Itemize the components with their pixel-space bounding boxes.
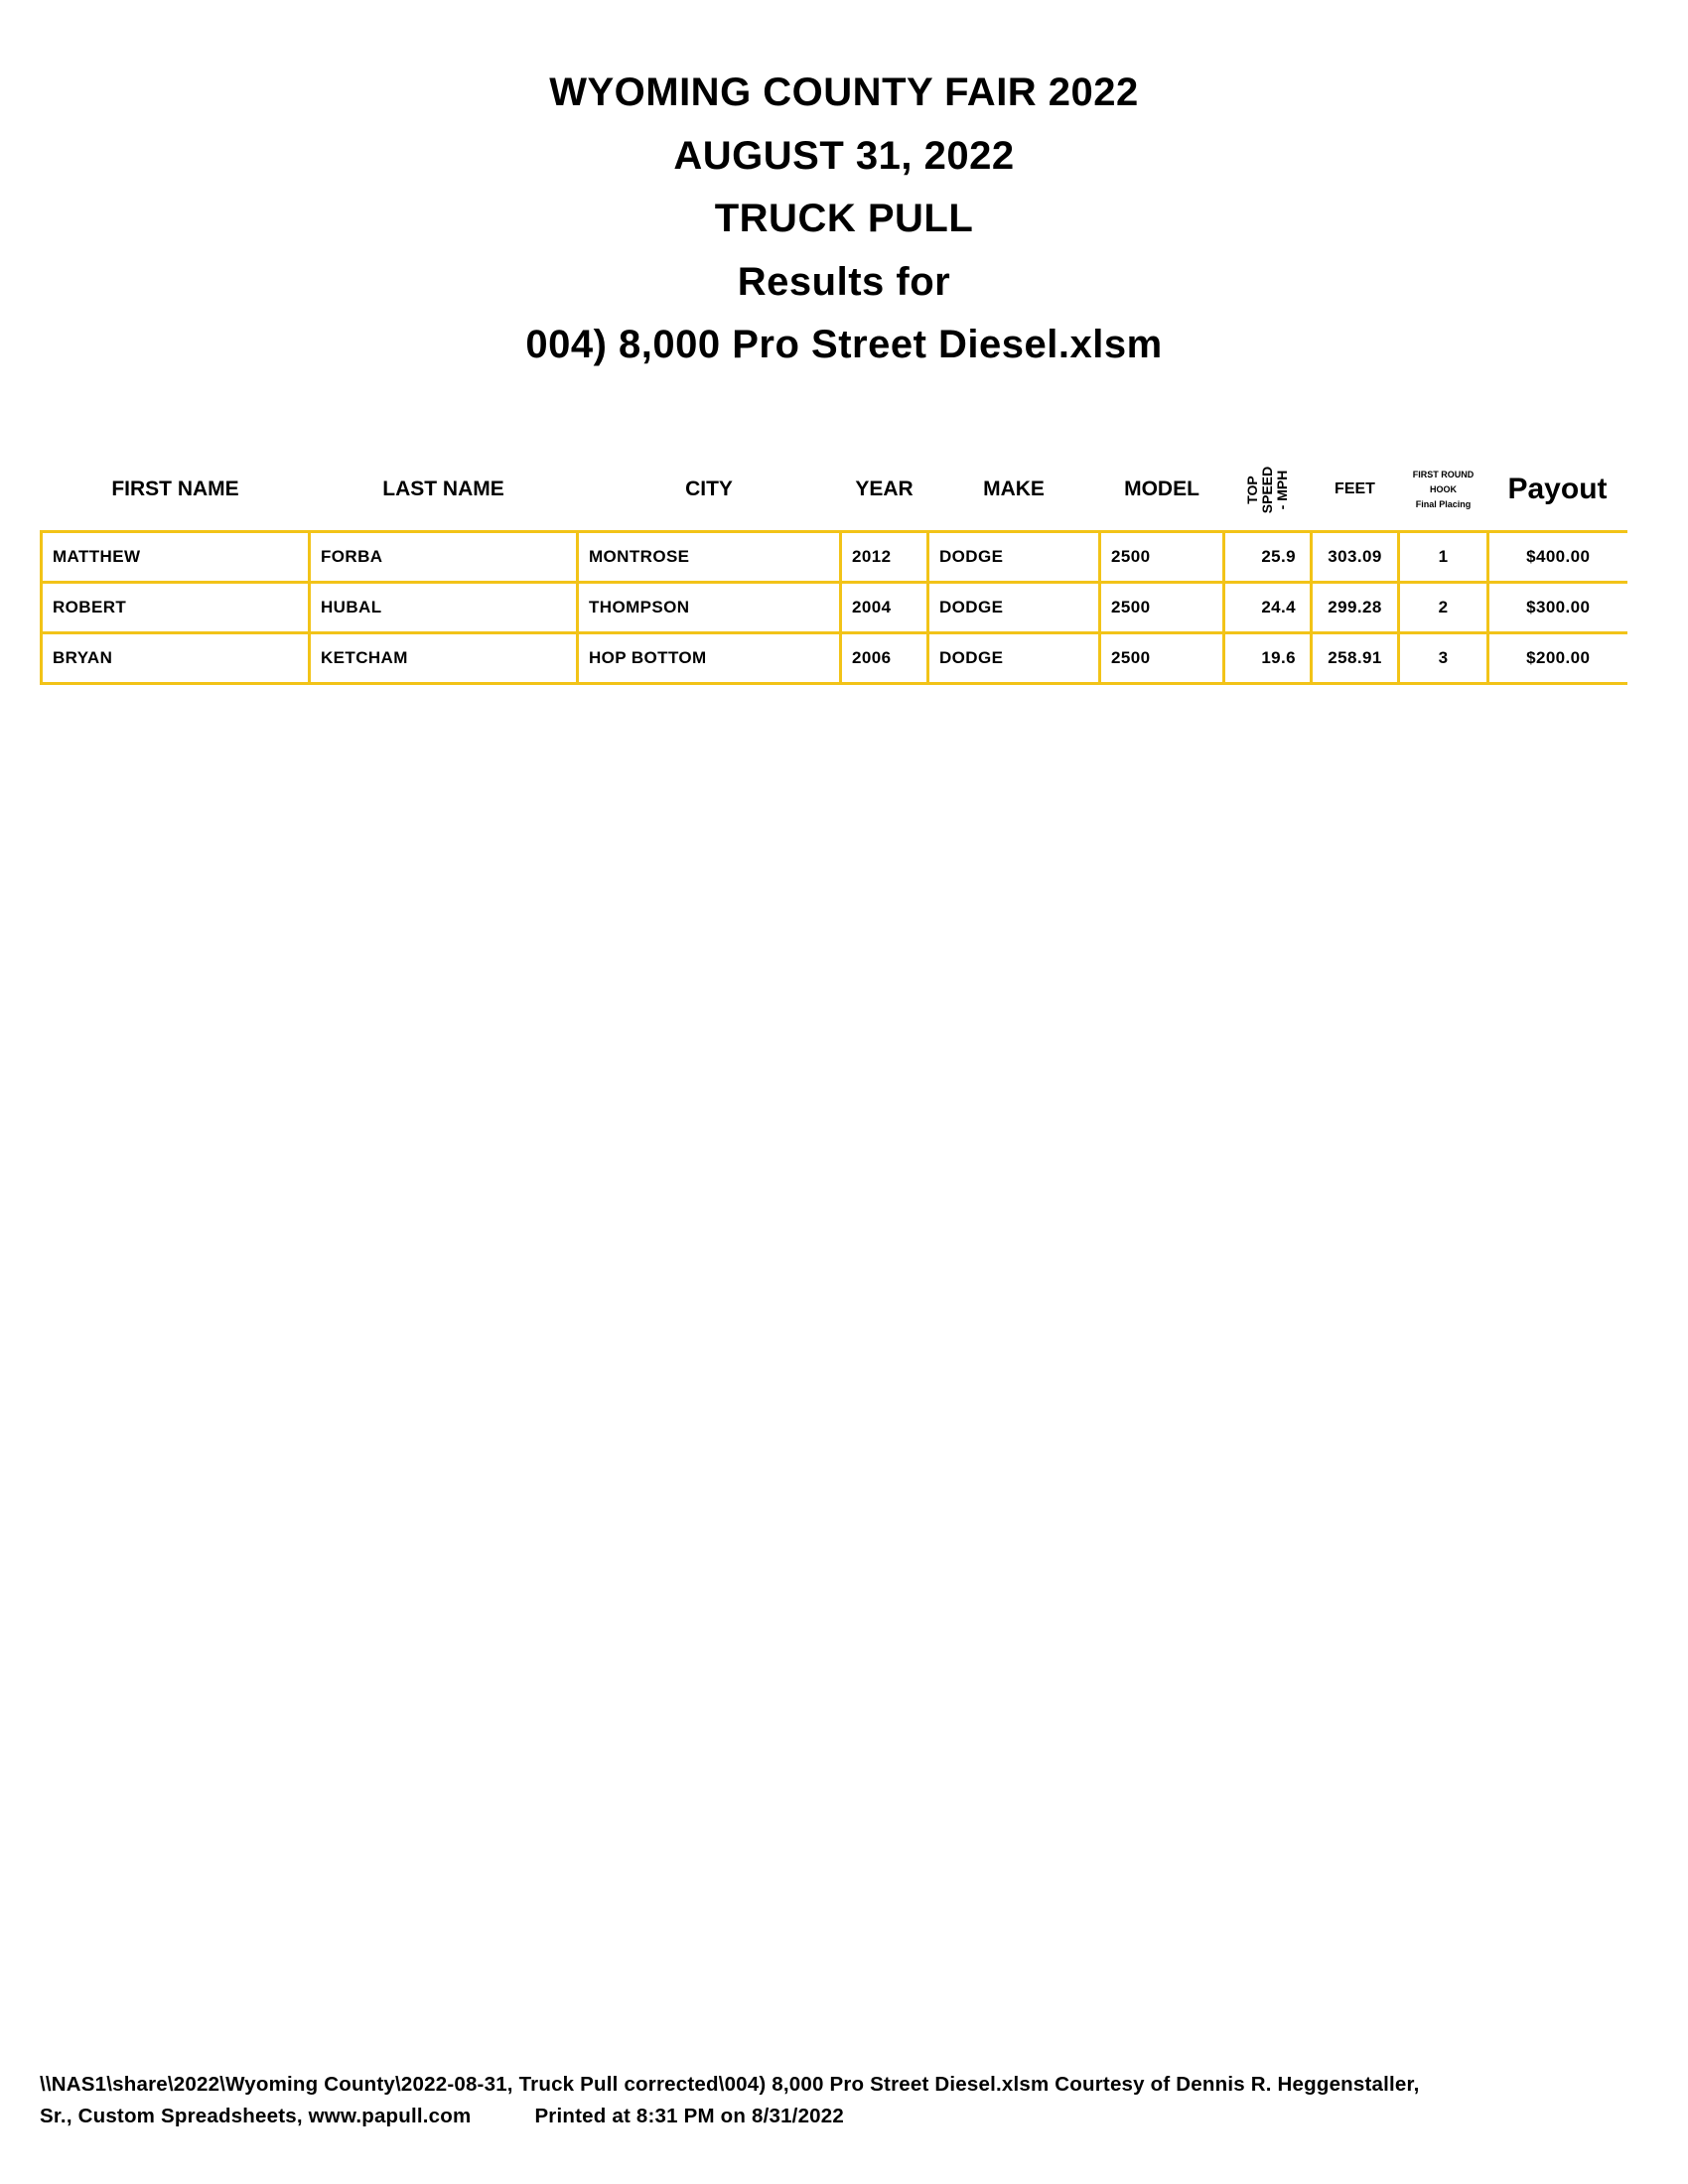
cell-year: 2006 bbox=[841, 633, 928, 684]
title-block bbox=[0, 62, 1688, 377]
results-label: Results for bbox=[737, 259, 951, 304]
col-feet: FEET bbox=[1335, 480, 1375, 497]
footer bbox=[40, 2069, 1648, 2132]
footer-path: \\NAS1\share\2022\Wyoming County\2022-08-31, Truck Pull corrected\004) 8,000 Pro Street Diesel.xlsm Courtesy of Dennis R. Heggenstaller, bbox=[40, 2073, 1420, 2096]
cell-model: 2500 bbox=[1100, 633, 1224, 684]
col-last-name: LAST NAME bbox=[382, 478, 504, 500]
event-date: AUGUST 31, 2022 bbox=[673, 133, 1015, 178]
cell-first-name: BRYAN bbox=[42, 633, 310, 684]
col-first-name: FIRST NAME bbox=[111, 478, 239, 500]
col-city: CITY bbox=[685, 478, 733, 500]
top-speed-label-2: SPEED bbox=[1259, 466, 1275, 513]
cell-city: MONTROSE bbox=[578, 532, 841, 583]
cell-feet: 303.09 bbox=[1312, 532, 1399, 583]
col-top-speed bbox=[1224, 449, 1312, 532]
cell-last-name: HUBAL bbox=[310, 583, 578, 633]
cell-place: 3 bbox=[1399, 633, 1488, 684]
cell-top-speed: 25.9 bbox=[1224, 532, 1312, 583]
cell-city: HOP BOTTOM bbox=[578, 633, 841, 684]
cell-last-name: KETCHAM bbox=[310, 633, 578, 684]
hook-label-2: HOOK bbox=[1430, 483, 1457, 494]
cell-top-speed: 19.6 bbox=[1224, 633, 1312, 684]
cell-place: 1 bbox=[1399, 532, 1488, 583]
class-name: 004) 8,000 Pro Street Diesel.xlsm bbox=[525, 323, 1163, 366]
top-speed-label-3: - MPH bbox=[1274, 470, 1290, 509]
cell-year: 2004 bbox=[841, 583, 928, 633]
col-hook bbox=[1399, 449, 1488, 532]
table-row bbox=[42, 583, 1627, 633]
cell-place: 2 bbox=[1399, 583, 1488, 633]
col-model: MODEL bbox=[1124, 478, 1199, 500]
cell-feet: 258.91 bbox=[1312, 633, 1399, 684]
event-name: TRUCK PULL bbox=[714, 197, 974, 240]
footer-printed: Printed at 8:31 PM on 8/31/2022 bbox=[534, 2105, 844, 2127]
col-payout: Payout bbox=[1507, 473, 1608, 505]
footer-credit: Sr., Custom Spreadsheets, www.papull.com bbox=[40, 2105, 472, 2127]
cell-make: DODGE bbox=[928, 583, 1100, 633]
cell-city: THOMPSON bbox=[578, 583, 841, 633]
cell-payout: $300.00 bbox=[1488, 583, 1627, 633]
cell-make: DODGE bbox=[928, 532, 1100, 583]
header-row bbox=[42, 449, 1627, 532]
hook-label-3: Final Placing bbox=[1415, 498, 1472, 509]
cell-payout: $200.00 bbox=[1488, 633, 1627, 684]
col-make: MAKE bbox=[983, 478, 1045, 500]
cell-payout: $400.00 bbox=[1488, 532, 1627, 583]
cell-make: DODGE bbox=[928, 633, 1100, 684]
cell-model: 2500 bbox=[1100, 532, 1224, 583]
cell-top-speed: 24.4 bbox=[1224, 583, 1312, 633]
cell-first-name: ROBERT bbox=[42, 583, 310, 633]
cell-first-name: MATTHEW bbox=[42, 532, 310, 583]
cell-year: 2012 bbox=[841, 532, 928, 583]
cell-last-name: FORBA bbox=[310, 532, 578, 583]
cell-model: 2500 bbox=[1100, 583, 1224, 633]
table-row bbox=[42, 633, 1627, 684]
results-table bbox=[40, 449, 1627, 685]
fair-title: WYOMING COUNTY FAIR 2022 bbox=[549, 70, 1139, 114]
hook-label-1: FIRST ROUND bbox=[1412, 469, 1475, 479]
top-speed-rotated bbox=[1245, 466, 1290, 512]
table-row bbox=[42, 532, 1627, 583]
footer-credit-line bbox=[40, 2101, 1648, 2132]
cell-feet: 299.28 bbox=[1312, 583, 1399, 633]
top-speed-label-1: TOP bbox=[1244, 475, 1260, 504]
col-year: YEAR bbox=[855, 478, 914, 500]
